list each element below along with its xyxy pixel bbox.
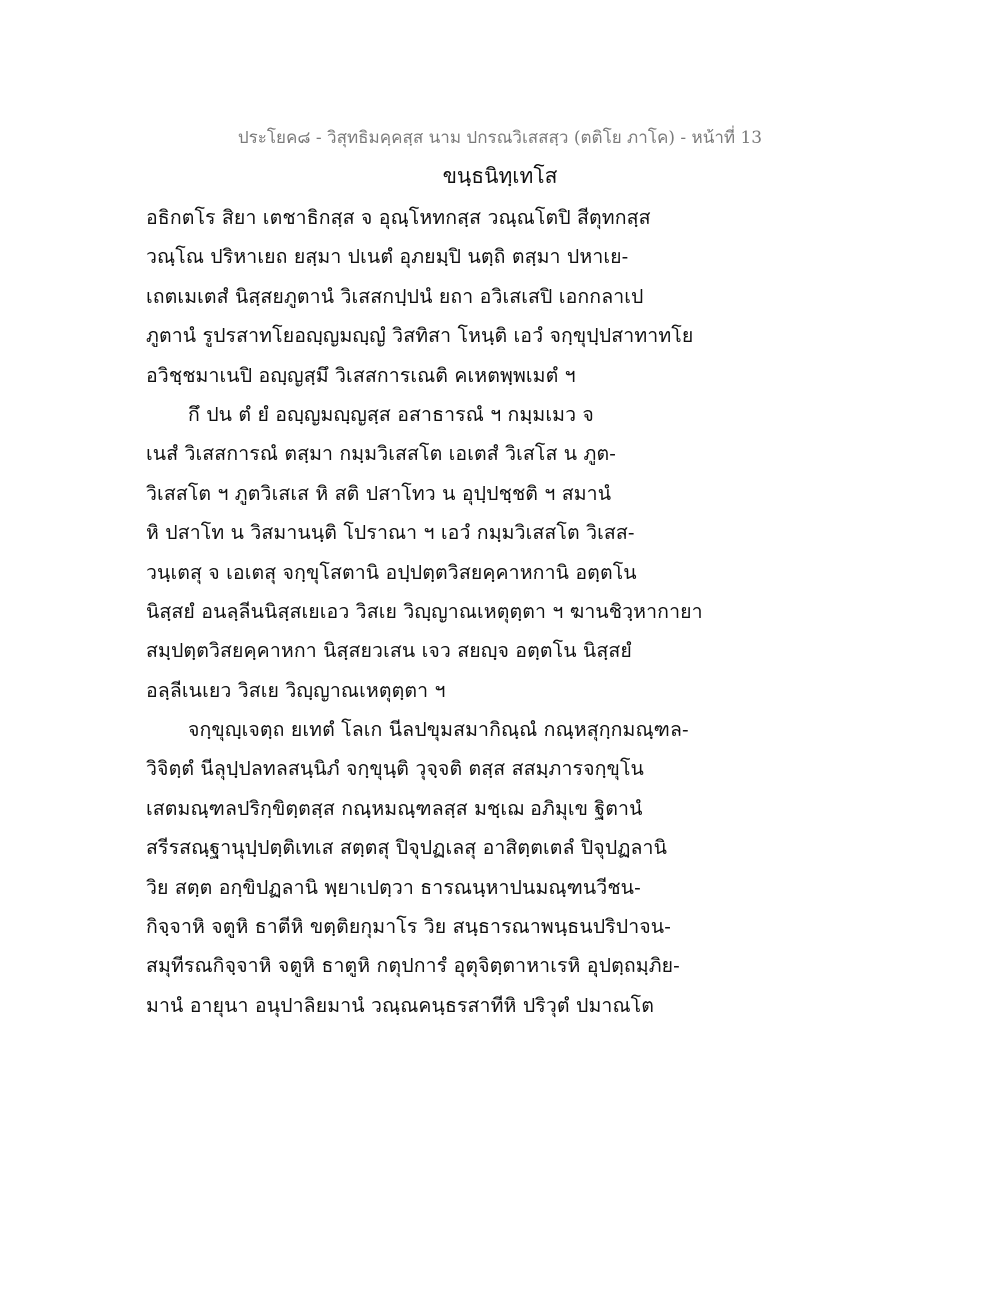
text-line: สรีรสณฺฐานุปฺปตฺติเทเส สตฺตสุ ปิจุปฏเลสุ อาสิตฺตเตลํ ปิจุปฏลานิ — [146, 836, 668, 860]
text-line: สมุทีรณกิจฺจาหิ จตูหิ ธาตูหิ กตุปการํ อุตุจิตฺตาหาเรหิ อุปตฺถมฺภิย- — [146, 954, 680, 978]
text-line: อวิชฺชมาเนปิ อญฺญสฺมึ วิเสสการเณติ คเหตพฺพเมตํ ฯ — [146, 363, 576, 387]
text-line: เสตมณฺฑลปริกฺขิตฺตสฺส กณฺหมณฺฑลสฺส มชฺเฌ อภิมุเข ฐิตานํ — [146, 796, 643, 820]
text-line: ภูตานํ รูปรสาทโยอญฺญมญฺญํ วิสทิสา โหนฺติ เอวํ จกฺขุปฺปสาทาทโย — [146, 324, 694, 348]
section-heading: ขนฺธนิทฺเทโส — [442, 164, 558, 188]
text-line: กิจฺจาหิ จตูหิ ธาตีหิ ขตฺติยกุมาโร วิย สนฺธารณาพนฺธนปริปาจน- — [146, 915, 671, 939]
text-line: อลฺลีเนเยว วิสเย วิญฺญาณเหตุตฺตา ฯ — [146, 678, 446, 702]
text-line: วณฺโณ ปริหาเยถ ยสฺมา ปเนตํ อุภยมฺปิ นตฺถิ ตสฺมา ปหาเย- — [146, 245, 629, 269]
running-head: ประโยค๘ - วิสุทธิมคฺคสฺส นาม ปกรณวิเสสสฺว (ตติโย ภาโค) - หน้าที่ 13 — [237, 128, 763, 148]
text-line: สมฺปตฺตวิสยคฺคาหกา นิสฺสยวเสน เจว สยญฺจ อตฺตโน นิสฺสยํ — [146, 639, 632, 663]
text-line: วนฺเตสุ จ เอเตสุ จกฺขุโสตานิ อปฺปตฺตวิสยคฺคาหกานิ อตฺตโน — [146, 560, 637, 584]
text-line: มานํ อายุนา อนุปาลิยมานํ วณฺณคนฺธรสาทีหิ ปริวุตํ ปมาณโต — [146, 993, 654, 1017]
paragraph-first-line: จกฺขุญฺเจตฺถ ยเทตํ โลเก นีลปขุมสมากิณฺณํ กณฺหสุกฺกมณฺฑล- — [188, 718, 689, 742]
text-line: อธิกตโร สิยา เตชาธิกสฺส จ อุณฺโหทกสฺส วณฺณโตปิ สีตุทกสฺส — [146, 206, 651, 229]
text-line: วิจิตฺตํ นีลุปฺปลทลสนฺนิภํ จกฺขุนฺติ วุจฺจติ ตสฺส สสมฺภารจกฺขุโน — [146, 757, 644, 781]
text-line: หิ ปสาโท น วิสมานนฺติ โปราณา ฯ เอวํ กมฺมวิเสสโต วิเสส- — [146, 521, 635, 545]
text-line: วิย สตฺต อกฺขิปฏลานิ พฺยาเปตฺวา ธารณนฺหาปนมณฺฑนวีชน- — [146, 875, 641, 899]
text-line: เนสํ วิเสสการณํ ตสฺมา กมฺมวิเสสโต เอเตสํ วิเสโส น ภูต- — [146, 442, 616, 466]
text-line: วิเสสโต ฯ ภูตวิเสเส หิ สติ ปสาโทว น อุปฺปชฺชติ ฯ สมานํ — [146, 481, 612, 505]
paragraph-first-line: กึ ปน ตํ ยํ อญฺญมญฺญสฺส อสาธารณํ ฯ กมฺมเมว จ — [188, 402, 594, 426]
text-line: เถตเมเตสํ นิสฺสยภูตานํ วิเสสกปฺปนํ ยถา อวิเสเสปิ เอกกลาเป — [146, 284, 644, 308]
body-text — [146, 198, 766, 1025]
text-line: นิสฺสยํ อนลฺลีนนิสฺสเยเอว วิสเย วิญฺญาณเหตุตฺตา ฯ ฆานชิวฺหากายา — [146, 599, 703, 623]
